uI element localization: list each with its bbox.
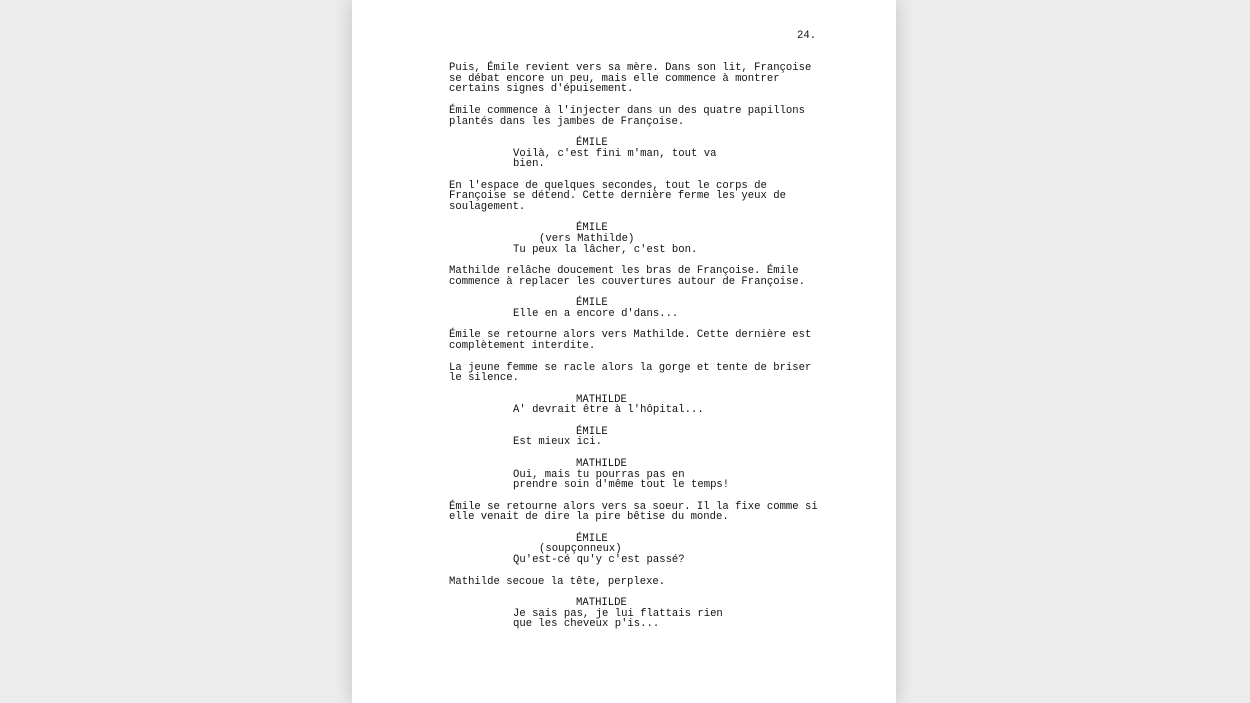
character-name: ÉMILE xyxy=(576,136,608,149)
action-paragraph: Émile se retourne alors vers Mathilde. Cette dernière est complètement interdite. xyxy=(449,329,812,353)
dialogue-block xyxy=(449,534,879,566)
script-body xyxy=(449,63,879,641)
dialogue-line: Je sais pas, je lui flattais rien que les cheveux p'is... xyxy=(513,607,723,631)
dialogue-line: Est mieux ici. xyxy=(513,436,603,449)
dialogue-block xyxy=(449,395,879,416)
dialogue-block xyxy=(449,223,879,255)
character-name: MATHILDE xyxy=(576,596,627,609)
action-paragraph: Mathilde secoue la tête, perplexe. xyxy=(449,575,666,588)
dialogue-block xyxy=(449,598,879,630)
action-paragraph: Puis, Émile revient vers sa mère. Dans son lit, Françoise se débat encore un peu, mais elle commence à montrer certains signes d'épuisement. xyxy=(449,62,812,96)
action-paragraph: Émile se retourne alors vers sa soeur. Il la fixe comme si elle venait de dire la pire bêtise du monde. xyxy=(449,500,818,524)
action-paragraph: Émile commence à l'injecter dans un des quatre papillons plantés dans les jambes de Françoise. xyxy=(449,104,806,128)
dialogue-block xyxy=(449,298,879,319)
dialogue-line: Voilà, c'est fini m'man, tout va bien. xyxy=(513,147,717,171)
dialogue-block xyxy=(449,138,879,170)
dialogue-line: A' devrait être à l'hôpital... xyxy=(513,404,704,417)
parenthetical: (vers Mathilde) xyxy=(539,233,635,246)
character-name: MATHILDE xyxy=(576,457,627,470)
action-paragraph: En l'espace de quelques secondes, tout le corps de Françoise se détend. Cette dernière ferme les yeux de soulagement. xyxy=(449,179,786,214)
action-paragraph: La jeune femme se racle alors la gorge et tente de briser le silence. xyxy=(449,361,812,385)
dialogue-line: Elle en a encore d'dans... xyxy=(513,308,679,321)
dialogue-line: Qu'est-cé qu'y c'est passé? xyxy=(513,554,685,567)
character-name: ÉMILE xyxy=(576,222,608,235)
script-page xyxy=(352,0,896,703)
dialogue-block xyxy=(449,459,879,491)
character-name: ÉMILE xyxy=(576,297,608,310)
character-name: ÉMILE xyxy=(576,532,608,545)
page-number: 24. xyxy=(797,30,817,42)
dialogue-line: Tu peux la lâcher, c'est bon. xyxy=(513,243,698,256)
character-name: MATHILDE xyxy=(576,393,627,406)
dialogue-block xyxy=(449,427,879,448)
character-name: ÉMILE xyxy=(576,425,608,438)
parenthetical: (soupçonneux) xyxy=(539,543,622,556)
action-paragraph: Mathilde relâche doucement les bras de Françoise. Émile commence à replacer les couvertures autour de Françoise. xyxy=(449,265,806,288)
dialogue-line: Oui, mais tu pourras pas en prendre soin d'même tout le temps! xyxy=(513,468,730,492)
